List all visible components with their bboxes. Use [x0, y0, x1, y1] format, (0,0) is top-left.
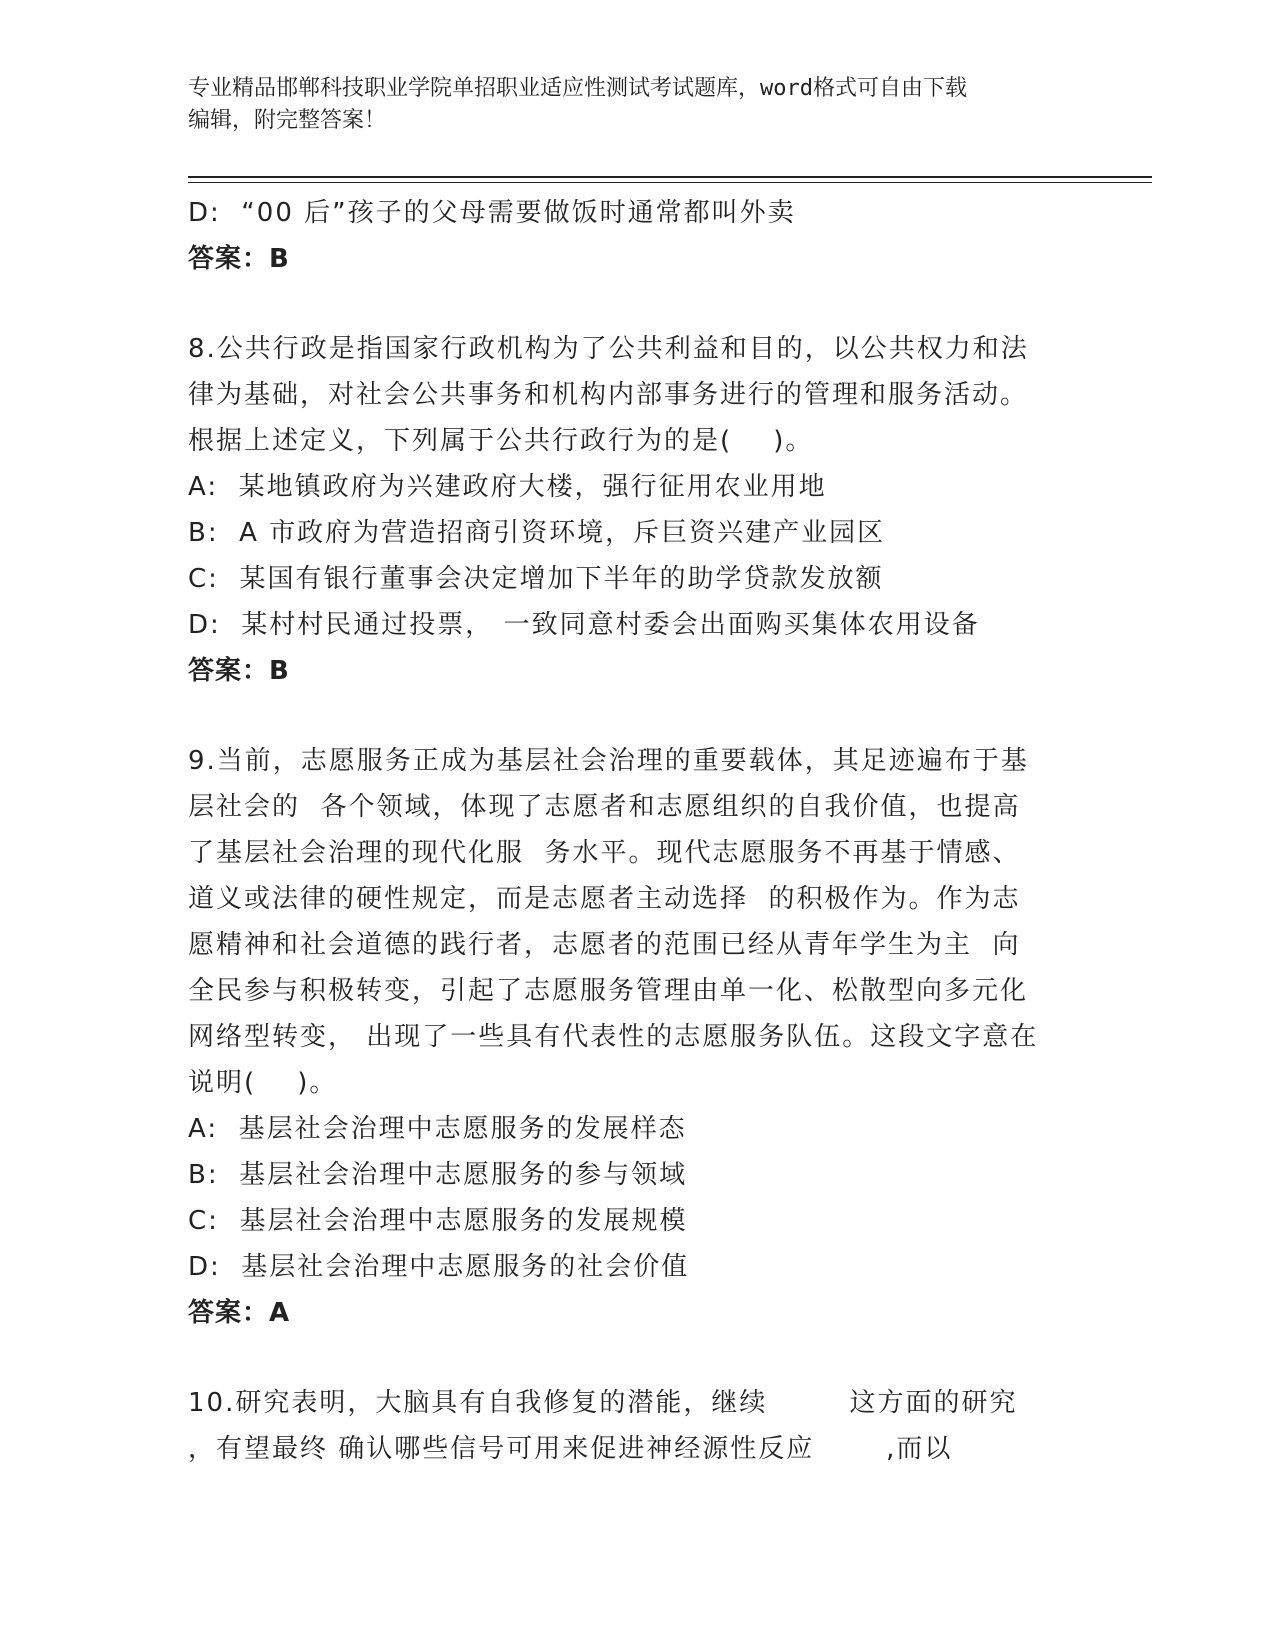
option-a: A: 某地镇政府为兴建政府大楼，强行征用农业用地	[188, 472, 827, 502]
header-rule-thick	[188, 176, 1152, 178]
option-d: D: 基层社会治理中志愿服务的社会价值	[188, 1252, 690, 1282]
answer-line: 答案：B	[188, 656, 290, 686]
option-b: B: 基层社会治理中志愿服务的参与领域	[188, 1160, 688, 1190]
document-header	[188, 73, 1088, 137]
question-stem-line: 层社会的 各个领域，体现了志愿者和志愿组织的自我价值，也提高	[188, 792, 1021, 822]
question-stem-line: 愿精神和社会道德的践行者，志愿者的范围已经从青年学生为主 向	[188, 930, 1021, 960]
question-stem-line: 了基层社会治理的现代化服 务水平。现代志愿服务不再基于情感、	[188, 838, 1021, 868]
option-c: C: 基层社会治理中志愿服务的发展规模	[188, 1206, 688, 1236]
option-b: B: A 市政府为营造招商引资环境，斥巨资兴建产业园区	[188, 518, 886, 548]
option-c: C: 某国有银行董事会决定增加下半年的助学贷款发放额	[188, 564, 884, 594]
spacer	[188, 694, 1118, 738]
question-stem-line: 9.当前，志愿服务正成为基层社会治理的重要载体，其足迹遍布于基	[188, 746, 1029, 776]
header-line-2: 编辑，附完整答案！	[188, 108, 387, 133]
question-9	[188, 738, 1118, 1336]
spacer	[188, 282, 1118, 326]
option-d: D: 某村村民通过投票， 一致同意村委会出面购买集体农用设备	[188, 610, 980, 640]
question-stem-line: 10.研究表明，大脑具有自我修复的潜能，继续 这方面的研究	[188, 1388, 1018, 1418]
answer-line: 答案：A	[188, 1298, 291, 1328]
option-d: D: “00 后”孩子的父母需要做饭时通常都叫外卖	[188, 198, 796, 228]
document-body	[188, 190, 1118, 1472]
question-stem-line: 说明( )。	[188, 1068, 338, 1098]
option-a: A: 基层社会治理中志愿服务的发展样态	[188, 1114, 687, 1144]
header-rule-thin	[188, 182, 1152, 183]
answer-line: 答案：B	[188, 244, 290, 274]
header-line-1: 专业精品邯郸科技职业学院单招职业适应性测试考试题库，word格式可自由下载	[188, 76, 967, 101]
question-stem-line: 律为基础，对社会公共事务和机构内部事务进行的管理和服务活动。	[188, 380, 1029, 410]
question-stem-line: 全民参与积极转变，引起了志愿服务管理由单一化、松散型向多元化	[188, 976, 1029, 1006]
spacer	[188, 1336, 1118, 1380]
question-10	[188, 1380, 1118, 1472]
question-stem-line: 道义或法律的硬性规定，而是志愿者主动选择 的积极作为。作为志	[188, 884, 1021, 914]
question-stem-line: 根据上述定义，下列属于公共行政行为的是( )。	[188, 426, 814, 456]
question-stem-line: ，有望最终 确认哪些信号可用来促进神经源性反应 ,而以	[188, 1434, 953, 1464]
question-stem-line: 网络型转变， 出现了一些具有代表性的志愿服务队伍。这段文字意在	[188, 1022, 1039, 1052]
question-stem-line: 8.公共行政是指国家行政机构为了公共利益和目的，以公共权力和法	[188, 334, 1029, 364]
question-8	[188, 326, 1118, 694]
